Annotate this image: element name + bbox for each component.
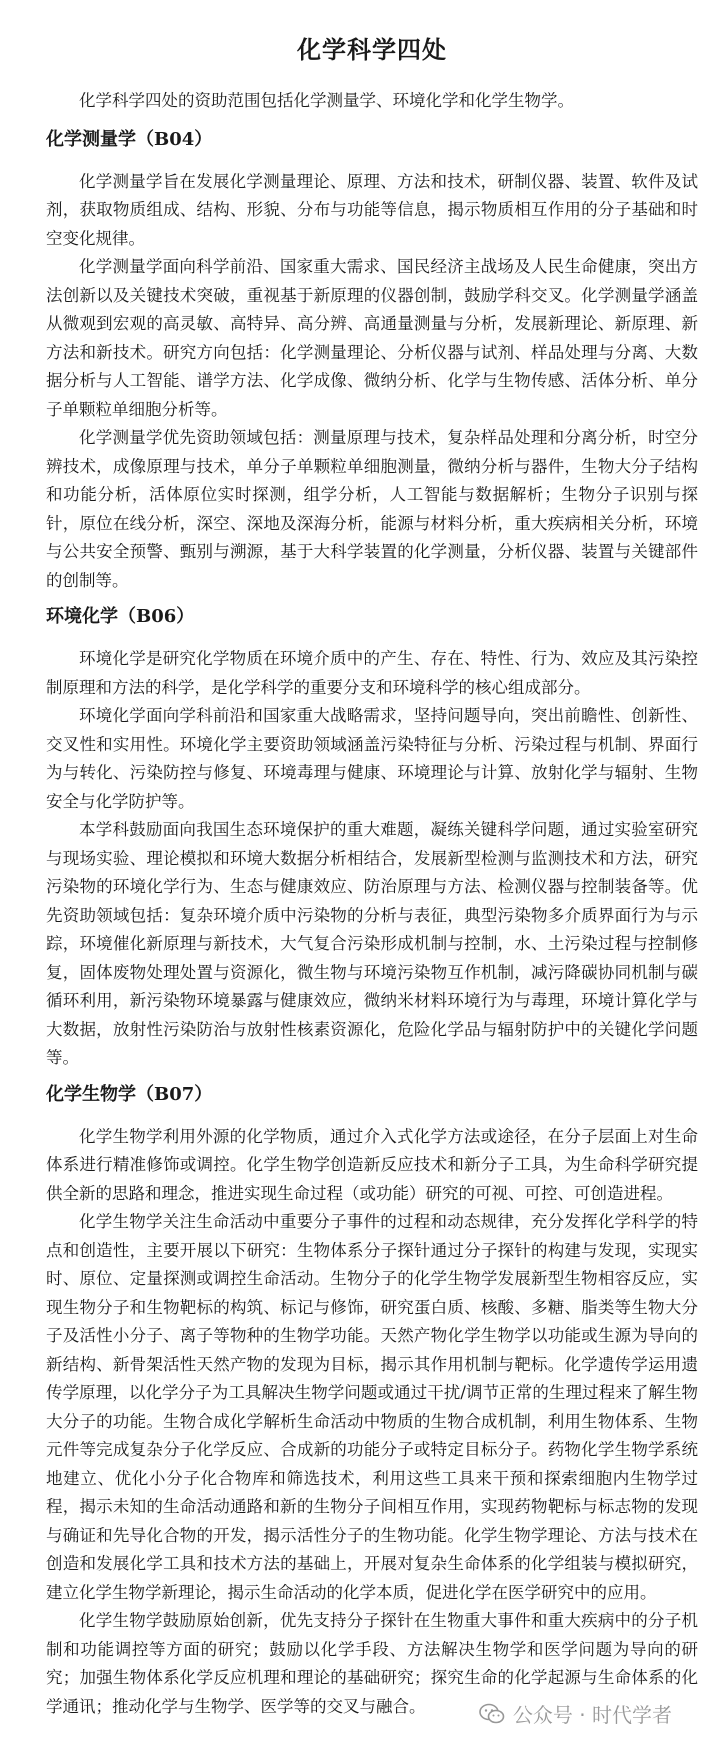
paragraph: 环境化学是研究化学物质在环境介质中的产生、存在、特性、行为、效应及其污染控制原理和方法的科学，是化学科学的重要分支和环境科学的核心组成部分。 <box>46 649 698 697</box>
watermark-text: 公众号 · 时代学者 <box>512 1703 672 1727</box>
paragraph: 化学测量学面向科学前沿、国家重大需求、国民经济主战场及人民生命健康，突出方法创新以及关键技术突破，重视基于新原理的仪器创制，鼓励学科交叉。化学测量学涵盖从微观到宏观的高灵敏、高特异、高分辨、高通量测量与分析，发展新理论、新原理、新方法和新技术。研究方向包括：化学测量理论、分析仪器与试剂、样品处理与分离、大数据分析与人工智能、谱学方法、化学成像、微纳分析、化学与生物传感、活体分析、单分子单颗粒单细胞分析等。 <box>46 257 698 419</box>
section-heading: 化学测量学（B04） <box>46 128 213 150</box>
paragraph: 本学科鼓励面向我国生态环境保护的重大难题，凝练关键科学问题，通过实验室研究与现场实验、理论模拟和环境大数据分析相结合，发展新型检测与监测技术和方法，研究污染物的环境化学行为、生态与健康效应、防治原理与方法、检测仪器与控制装备等。优先资助领域包括：复杂环境介质中污染物的分析与表征，典型污染物多介质界面行为与示踪，环境催化新原理与新技术，大气复合污染形成机制与控制，水、土污染过程与控制修复，固体废物处理处置与资源化，微生物与环境污染物互作机制，减污降碳协同机制与碳循环利用，新污染物环境暴露与健康效应，微纳米材料环境行为与毒理，环境计算化学与大数据，放射性污染防治与放射性核素资源化，危险化学品与辐射防护中的关键化学问题等。 <box>46 820 698 1067</box>
paragraph: 化学测量学优先资助领域包括：测量原理与技术，复杂样品处理和分离分析，时空分辨技术，成像原理与技术，单分子单颗粒单细胞测量，微纳分析与器件，生物大分子结构和功能分析，活体原位实时探测，组学分析，人工智能与数据解析；生物分子识别与探针，原位在线分析，深空、深地及深海分析，能源与材料分析，重大疾病相关分析，环境与公共安全预警、甄别与溯源，基于大科学装置的化学测量，分析仪器、装置与关键部件的创制等。 <box>46 428 698 590</box>
wechat-icon <box>479 1703 505 1725</box>
section-b07 <box>46 1081 698 1722</box>
section-heading: 环境化学（B06） <box>46 606 195 627</box>
section-heading: 化学生物学（B07） <box>46 1083 213 1105</box>
paragraph: 化学测量学旨在发展化学测量理论、原理、方法和技术，研制仪器、装置、软件及试剂，获取物质组成、结构、形貌、分布与功能等信息，揭示物质相互作用的分子基础和时空变化规律。 <box>46 171 698 248</box>
section-b04 <box>46 126 698 596</box>
paragraph: 化学生物学关注生命活动中重要分子事件的过程和动态规律，充分发挥化学科学的特点和创造性，主要开展以下研究：生物体系分子探针通过分子探针的构建与发现，实现实时、原位、定量探测或调控生命活动。生物分子的化学生物学发展新型生物相容反应，实现生物分子和生物靶标的构筑、标记与修饰，研究蛋白质、核酸、多糖、脂类等生物大分子及活性小分子、离子等物种的生物学功能。天然产物化学生物学以功能或生源为导向的新结构、新骨架活性天然产物的发现为目标，揭示其作用机制与靶标。化学遗传学运用遗传学原理，以化学分子为工具解决生物学问题或通过干扰/调节正常的生理过程来了解生物大分子的功能。生物合成化学解析生命活动中物质的生物合成机制，利用生物体系、生物元件等完成复杂分子化学反应、合成新的功能分子或特定目标分子。药物化学生物学系统地建立、优化小分子化合物库和筛选技术，利用这些工具来干预和探索细胞内生物学过程，揭示未知的生命活动通路和新的生物分子间相互作用，实现药物靶标与标志物的发现与确证和先导化合物的开发，揭示活性分子的生物功能。化学生物学理论、方法与技术在创造和发展化学工具和技术方法的基础上，开展对复杂生命体系的化学组装与模拟研究，建立化学生物学新理论，揭示生命活动的化学本质，促进化学在医学研究中的应用。 <box>46 1212 698 1602</box>
section-b06 <box>46 603 698 1073</box>
page-title: 化学科学四处 <box>297 35 447 64</box>
paragraph: 环境化学面向学科前沿和国家重大战略需求，坚持问题导向，突出前瞻性、创新性、交叉性和实用性。环境化学主要资助领域涵盖污染特征与分析、污染过程与机制、界面行为与转化、污染防控与修复、环境毒理与健康、环境理论与计算、放射化学与辐射、生物安全与化学防护等。 <box>46 706 698 811</box>
paragraph: 化学生物学鼓励原始创新，优先支持分子探针在生物重大事件和重大疾病中的分子机制和功能调控等方面的研究；鼓励以化学手段、方法解决生物学和医学问题为导向的研究；加强生物体系化学反应机理和理论的基础研究；探究生命的化学起源与生命体系的化学通讯；推动化学与生物学、医学等的交叉与融合。 <box>46 1611 698 1716</box>
intro-paragraph: 化学科学四处的资助范围包括化学测量学、环境化学和化学生物学。 <box>79 91 574 110</box>
watermark <box>479 1699 672 1728</box>
paragraph: 化学生物学利用外源的化学物质，通过介入式化学方法或途径，在分子层面上对生命体系进行精准修饰或调控。化学生物学创造新反应技术和新分子工具，为生命科学研究提供全新的思路和理念，推进实现生命过程（或功能）研究的可视、可控、可创造进程。 <box>46 1126 698 1203</box>
